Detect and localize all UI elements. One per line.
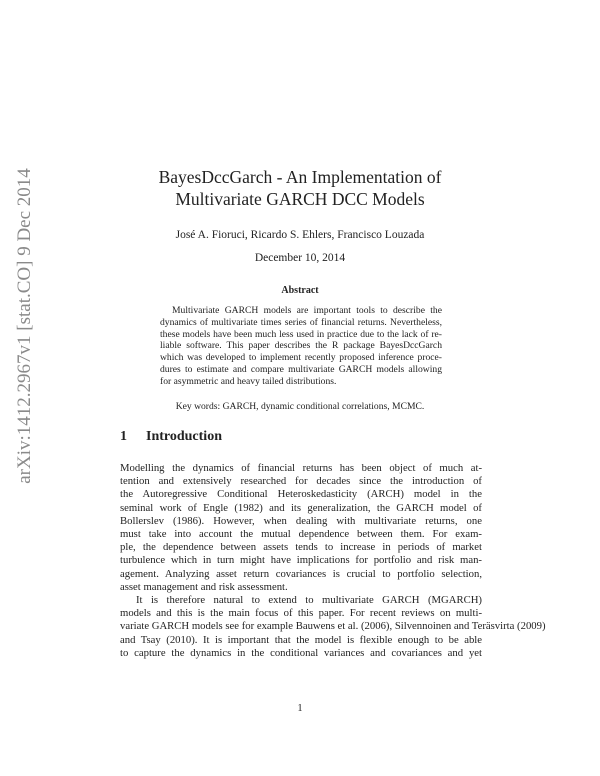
title-line: BayesDccGarch - An Implementation of (158, 167, 442, 187)
abstract-line: which was developed to implement recently proposed inference proce- (160, 352, 442, 364)
body-line: models and this is the main focus of this paper. For recent reviews on multi- (120, 607, 482, 620)
body-line: the Autoregressive Conditional Heteroskedasticity (ARCH) model in the (120, 488, 482, 501)
authors: José A. Fioruci, Ricardo S. Ehlers, Francisco Louzada (175, 229, 425, 241)
body-line: It is therefore natural to extend to multivariate GARCH (MGARCH) (136, 594, 482, 607)
abstract-line: these models have been much less used in practice due to the lack of re- (160, 328, 442, 340)
title-line: Multivariate GARCH DCC Models (175, 189, 425, 209)
section-title: Introduction (146, 429, 222, 444)
body-text (120, 462, 546, 660)
body-line: and Tsay (2010). It is important that the model is flexible enough to be able (120, 633, 482, 646)
body-line: variate GARCH models see for example Bauwens et al. (2006), Silvennoinen and Teräsvirta (2009) (120, 620, 546, 633)
body-line: Bollerslev (1986). However, when dealing with multivariate returns, one (120, 514, 482, 527)
body-line: Modelling the dynamics of financial returns has been object of much at- (120, 462, 482, 474)
page-number: 1 (297, 703, 303, 714)
body-line: asset management and risk assessment. (120, 580, 288, 593)
paper-title (0, 166, 600, 210)
abstract-line: for asymmetric and heavy tailed distributions. (160, 375, 337, 387)
abstract-line: dynamics of multivariate times series of financial returns. Nevertheless, (160, 316, 442, 328)
arxiv-stamp: arXiv:1412.2967v1 [stat.CO] 9 Dec 2014 (14, 168, 35, 484)
abstract-line: Multivariate GARCH models are important tools to describe the (172, 305, 442, 316)
abstract-text (160, 305, 442, 388)
abstract-line: liable software. This paper describes the R package BayesDccGarch (160, 340, 442, 352)
body-line: must take into account the mutual dependence between them. For exam- (120, 528, 482, 541)
abstract-heading: Abstract (281, 285, 319, 296)
section-number: 1 (120, 429, 127, 444)
section-heading (120, 429, 222, 445)
body-line: ple, the dependence between assets tends to increase in periods of market (120, 541, 482, 554)
keywords: Key words: GARCH, dynamic conditional correlations, MCMC. (175, 401, 425, 412)
date: December 10, 2014 (254, 252, 346, 264)
body-line: agement. Analyzing asset return covariances is crucial to portfolio selection, (120, 567, 482, 580)
body-line: tention and extensively researched for decades since the introduction of (120, 475, 482, 488)
body-line: to capture the dynamics in the conditional variances and covariances and yet (120, 646, 482, 659)
abstract-line: dures to estimate and compare multivariate GARCH models allowing (160, 363, 442, 375)
body-line: turbulence which in turn might have implications for portfolio and risk man- (120, 554, 482, 567)
body-line: seminal work of Engle (1982) and its generalization, the GARCH model of (120, 501, 482, 514)
